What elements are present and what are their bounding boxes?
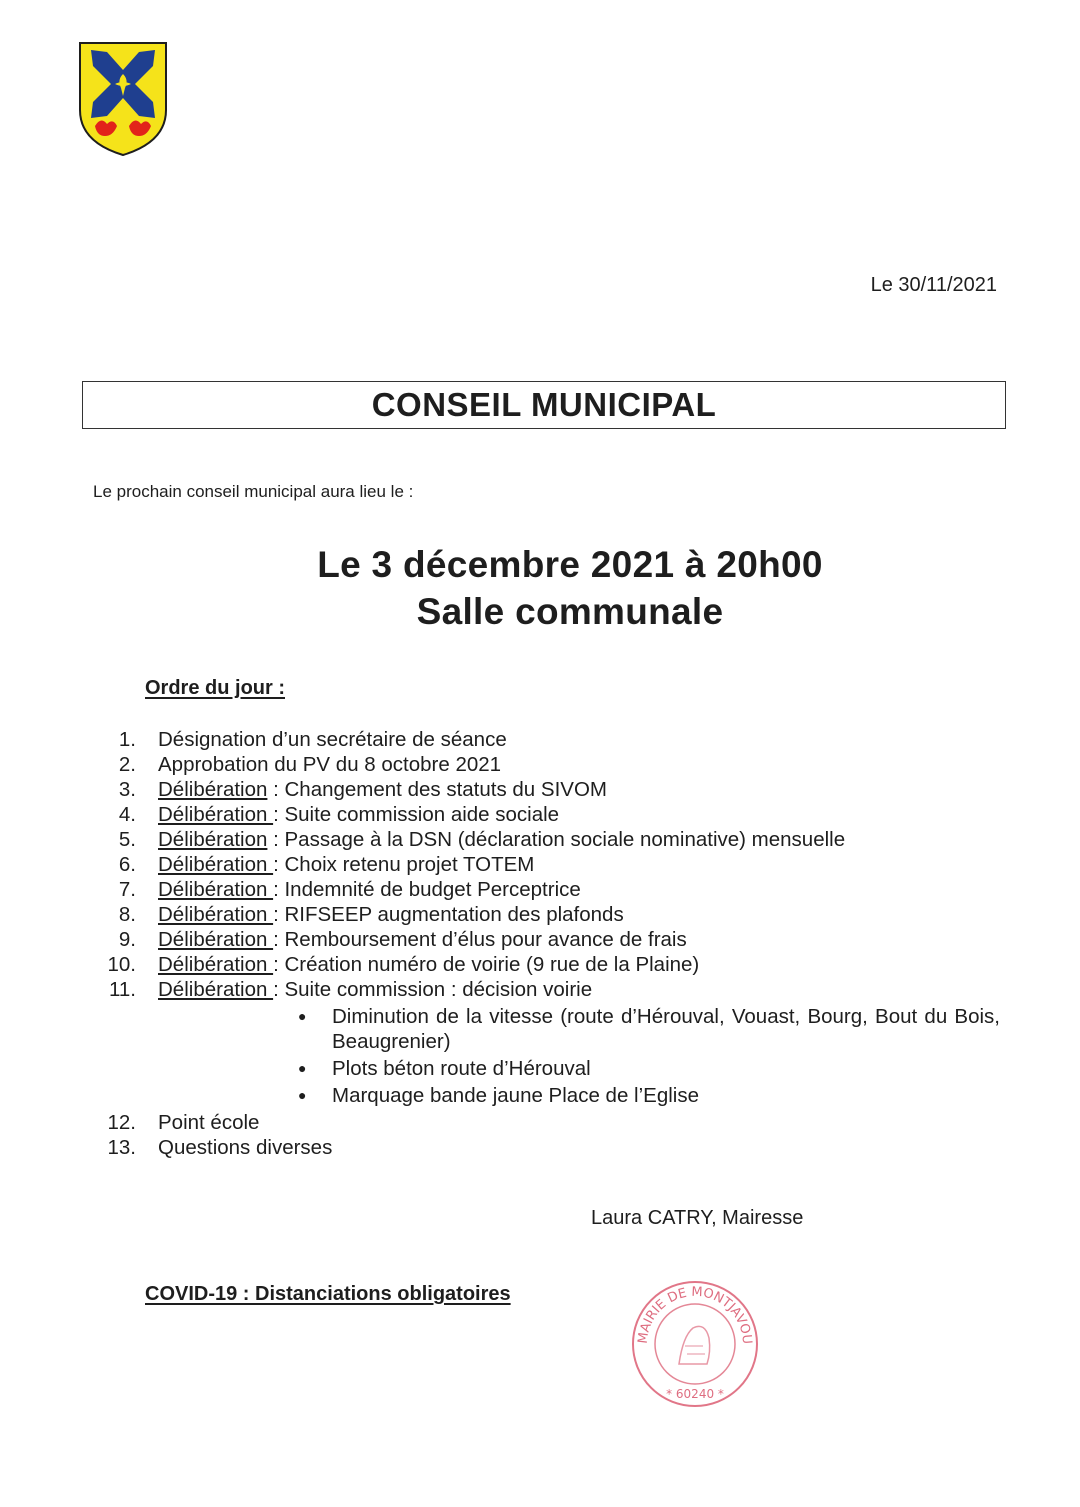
agenda-text: : Passage à la DSN (déclaration sociale nominative) mensuelle [267, 828, 846, 851]
agenda-item [100, 1110, 1000, 1135]
bullet-icon: ● [298, 1060, 307, 1076]
agenda-number: 1. [118, 728, 136, 751]
agenda-number: 13. [107, 1136, 136, 1159]
title-box [82, 381, 1006, 429]
agenda-text: Questions diverses [158, 1136, 333, 1159]
agenda-item [100, 777, 1000, 802]
page-title: CONSEIL MUNICIPAL [371, 386, 717, 423]
agenda-number: 10. [107, 953, 136, 976]
coat-of-arms-logo [77, 40, 169, 158]
mairie-stamp [627, 1276, 763, 1412]
agenda-text: Approbation du PV du 8 octobre 2021 [158, 753, 502, 776]
agenda-item [100, 827, 1000, 852]
agenda-text: Point école [158, 1111, 260, 1134]
agenda-number: 2. [118, 753, 136, 776]
agenda-number: 4. [118, 803, 136, 826]
agenda-number: 5. [118, 828, 136, 851]
agenda-number: 3. [118, 778, 136, 801]
agenda-number: 12. [107, 1111, 136, 1134]
svg-text:* 60240 *: * 60240 * [666, 1387, 724, 1401]
deliberation-label: Délibération [158, 903, 274, 926]
agenda-heading: Ordre du jour : [145, 677, 285, 699]
deliberation-label: Délibération [158, 803, 274, 826]
agenda-item [100, 1135, 1000, 1160]
deliberation-label: Délibération [158, 828, 268, 851]
deliberation-label: Délibération [158, 778, 268, 801]
signature: Laura CATRY, Mairesse [591, 1207, 804, 1229]
agenda-item [100, 902, 1000, 927]
agenda-item [100, 952, 1000, 977]
voirie-text: Plots béton route d’Hérouval [332, 1057, 591, 1080]
voirie-text: Diminution de la vitesse (route d’Hérouval, Vouast, Bourg, Bout du Bois, Beaugrenier) [332, 1005, 1000, 1053]
agenda-text: : Indemnité de budget Perceptrice [273, 878, 581, 901]
deliberation-label: Délibération [158, 978, 274, 1001]
agenda-item [100, 727, 1000, 752]
agenda-text: : Choix retenu projet TOTEM [273, 853, 535, 876]
agenda-number: 9. [118, 928, 136, 951]
agenda-item [100, 802, 1000, 827]
agenda-text: : Suite commission aide sociale [273, 803, 560, 826]
deliberation-label: Délibération [158, 853, 274, 876]
agenda-text: : Suite commission : décision voirie [273, 978, 593, 1001]
covid-notice: COVID-19 : Distanciations obligatoires [145, 1283, 511, 1305]
agenda-item [100, 977, 1000, 1108]
voirie-text: Marquage bande jaune Place de l’Eglise [332, 1084, 699, 1107]
agenda-text: Désignation d’un secrétaire de séance [158, 728, 507, 751]
agenda-list [100, 727, 1000, 1160]
agenda-text: : RIFSEEP augmentation des plafonds [273, 903, 624, 926]
svg-text:MAIRIE DE MONTJAVOULT: MAIRIE DE MONTJAVOU [635, 1284, 755, 1345]
agenda-text: : Changement des statuts du SIVOM [267, 778, 607, 801]
bullet-icon: ● [298, 1087, 307, 1103]
deliberation-label: Délibération [158, 953, 274, 976]
agenda-number: 8. [118, 903, 136, 926]
voirie-item [274, 1083, 1000, 1108]
agenda-item [100, 877, 1000, 902]
voirie-sublist [158, 1004, 1000, 1108]
voirie-item [274, 1004, 1000, 1054]
deliberation-label: Délibération [158, 928, 274, 951]
intro-text: Le prochain conseil municipal aura lieu le : [93, 482, 414, 501]
agenda-number: 7. [118, 878, 136, 901]
event-location: Salle communale [416, 591, 724, 632]
agenda-text: : Remboursement d’élus pour avance de frais [273, 928, 687, 951]
agenda-number: 11. [109, 978, 136, 1001]
document-date: Le 30/11/2021 [870, 274, 997, 296]
agenda-item [100, 927, 1000, 952]
deliberation-label: Délibération [158, 878, 274, 901]
agenda-item [100, 852, 1000, 877]
voirie-item [274, 1056, 1000, 1081]
agenda-text: : Création numéro de voirie (9 rue de la Plaine) [273, 953, 700, 976]
agenda-item [100, 752, 1000, 777]
event-date-time: Le 3 décembre 2021 à 20h00 [317, 544, 823, 585]
agenda-number: 6. [118, 853, 136, 876]
bullet-icon: ● [298, 1008, 307, 1024]
